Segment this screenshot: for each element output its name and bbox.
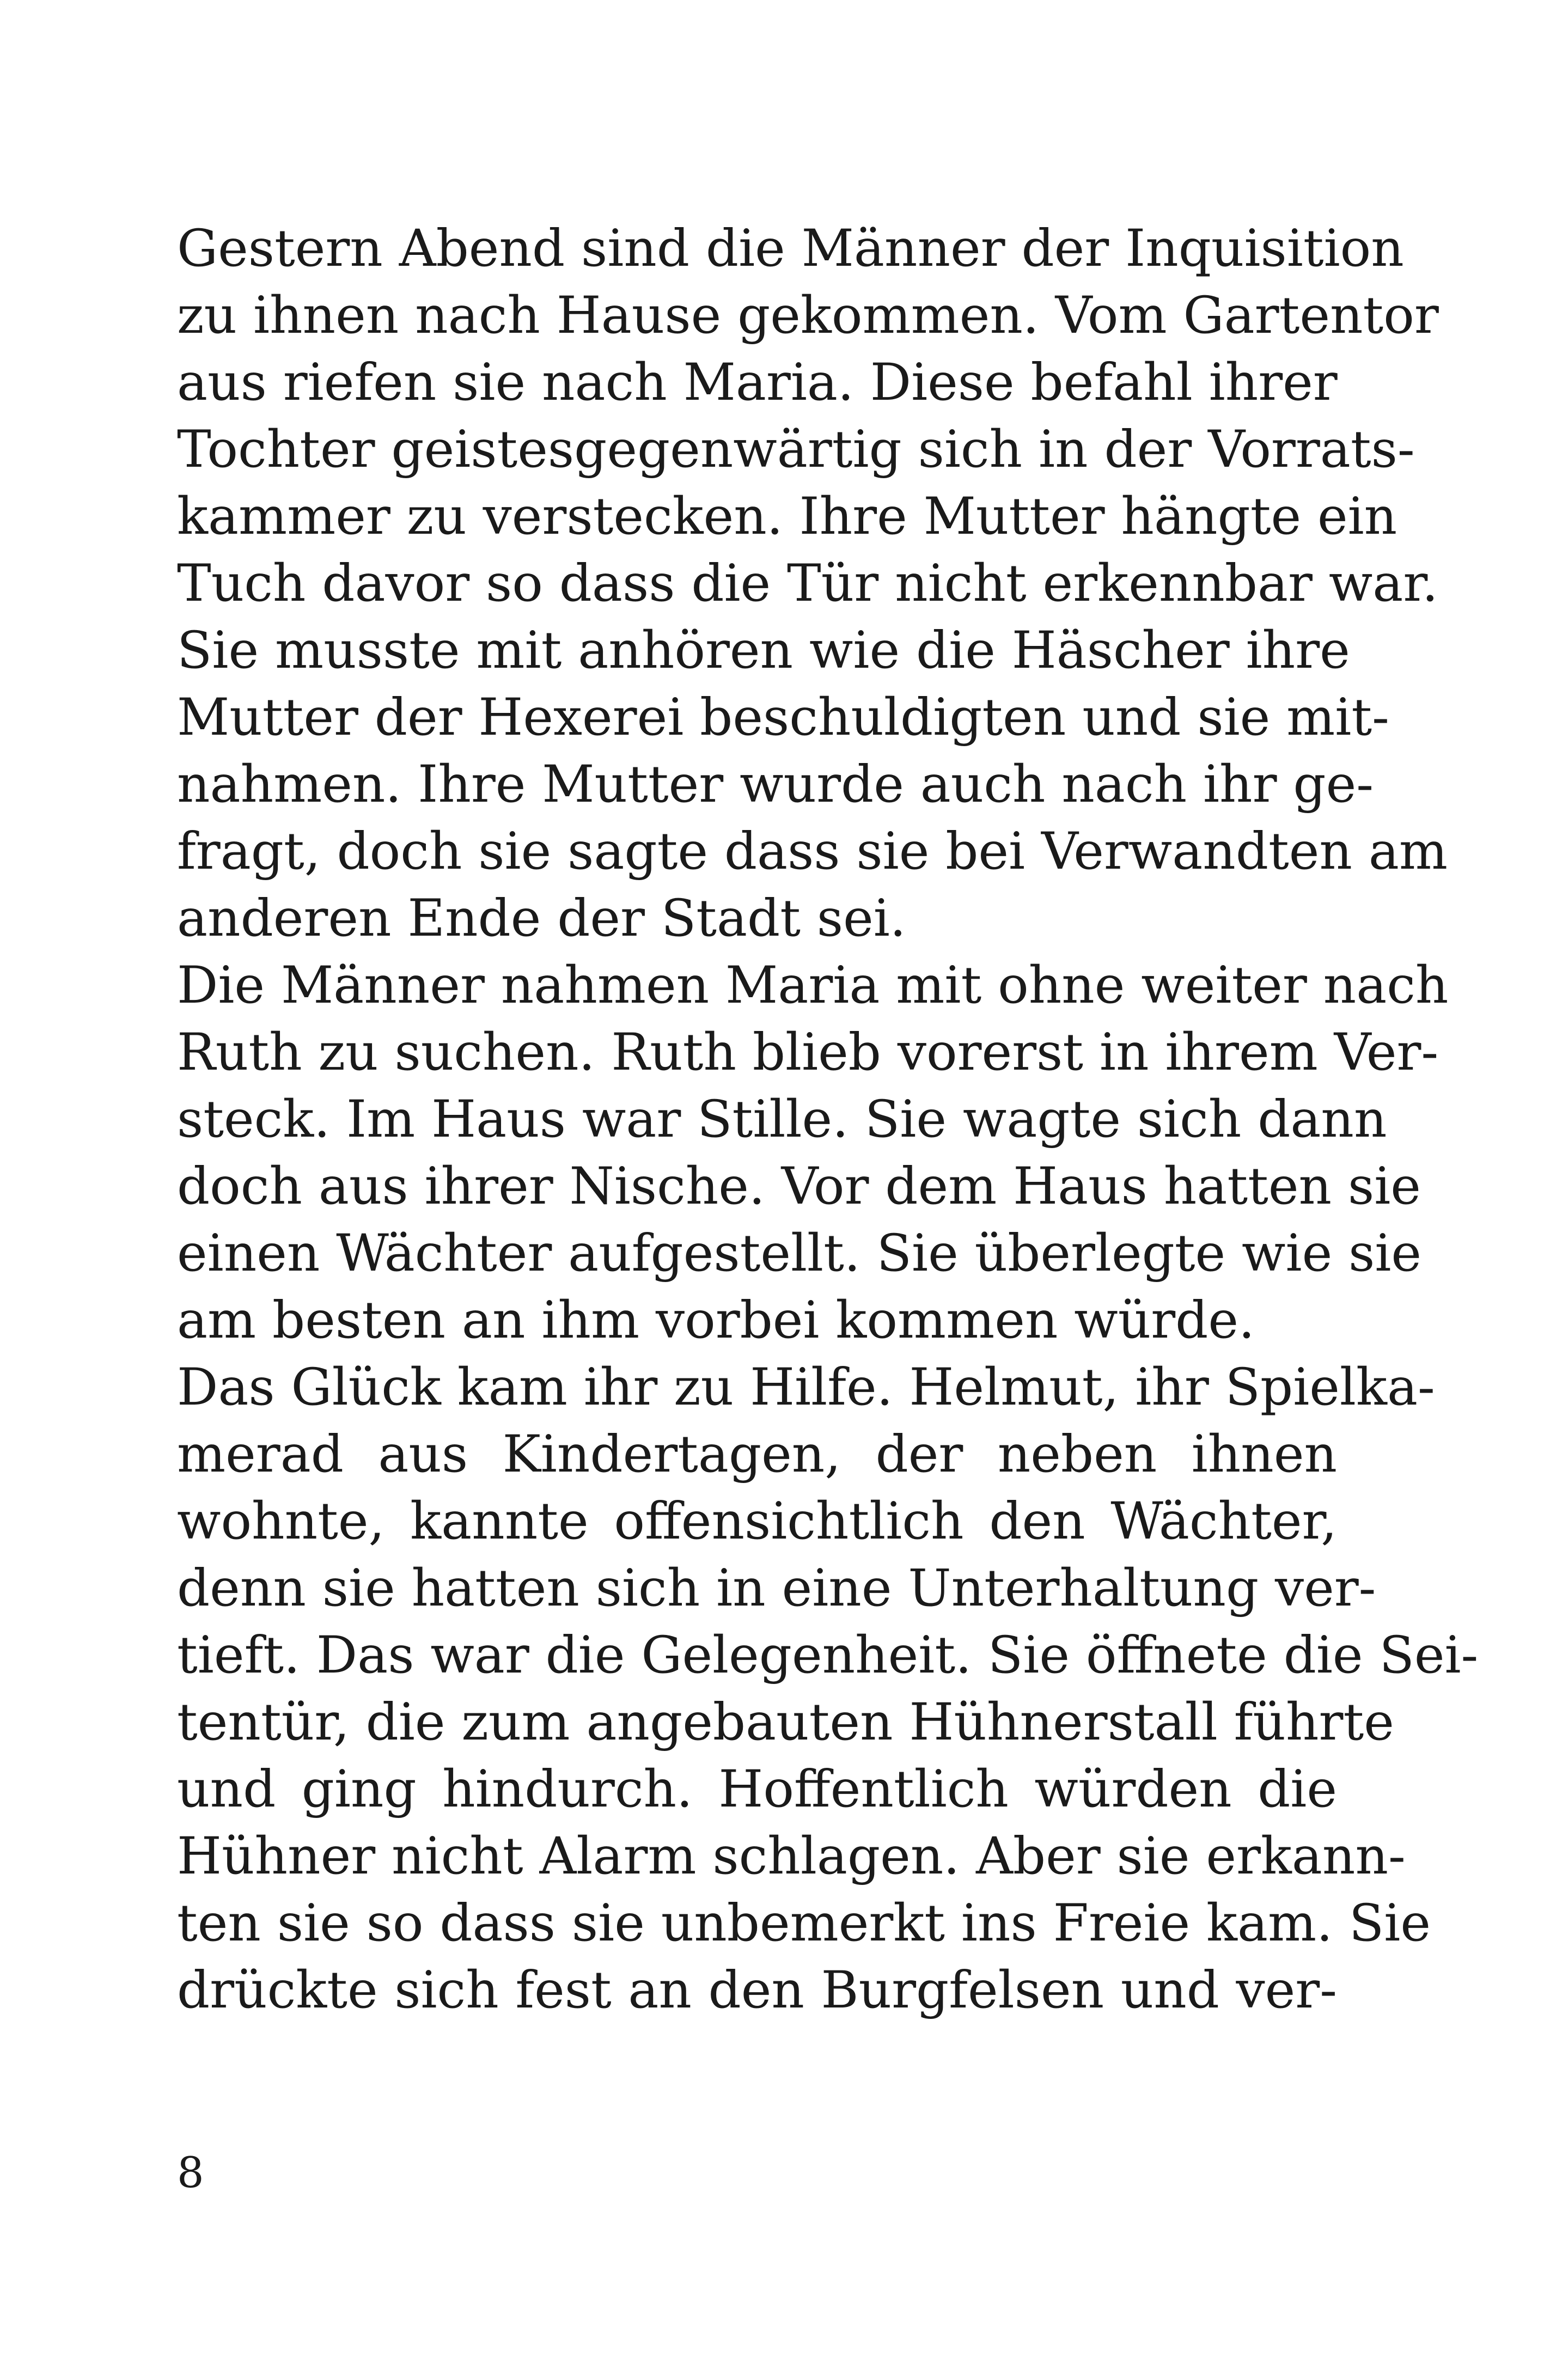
text-line: Die Männer nahmen Maria mit ohne weiter nach (177, 956, 1449, 1015)
text-line: wohnte, kannte offensichtlich den Wächter, (177, 1492, 1337, 1551)
text-line: steck. Im Haus war Stille. Sie wagte sich dann (177, 1090, 1387, 1149)
text-line: Ruth zu suchen. Ruth blieb vorerst in ihrem Ver- (177, 1023, 1439, 1082)
text-line: tentür, die zum angebauten Hühnerstall führte (177, 1693, 1394, 1752)
text-line: Hühner nicht Alarm schlagen. Aber sie erkann- (177, 1827, 1406, 1886)
text-line: tieft. Das war die Gelegenheit. Sie öffnete die Sei- (177, 1626, 1479, 1685)
text-line: Mutter der Hexerei beschuldigten und sie mit- (177, 688, 1389, 747)
text-line: Das Glück kam ihr zu Hilfe. Helmut, ihr Spielka- (177, 1358, 1435, 1417)
text-line: kammer zu verstecken. Ihre Mutter hängte ein (177, 487, 1397, 546)
text-line: denn sie hatten sich in eine Unterhaltung ver- (177, 1559, 1376, 1618)
body-text (177, 215, 1479, 2024)
text-line: und ging hindurch. Hoffentlich würden die (177, 1760, 1337, 1819)
page-number: 8 (177, 2149, 204, 2198)
text-line: Tochter geistesgegenwärtig sich in der Vorrats- (177, 420, 1415, 479)
text-line: doch aus ihrer Nische. Vor dem Haus hatten sie (177, 1157, 1421, 1216)
text-line: zu ihnen nach Hause gekommen. Vom Gartentor (177, 286, 1439, 345)
text-line: nahmen. Ihre Mutter wurde auch nach ihr ge- (177, 755, 1374, 814)
text-line: einen Wächter aufgestellt. Sie überlegte wie sie (177, 1224, 1422, 1283)
text-line: anderen Ende der Stadt sei. (177, 889, 906, 948)
text-line: am besten an ihm vorbei kommen würde. (177, 1291, 1255, 1350)
text-line: Sie musste mit anhören wie die Häscher ihre (177, 621, 1350, 680)
text-line: ten sie so dass sie unbemerkt ins Freie kam. Sie (177, 1894, 1431, 1953)
text-line: fragt, doch sie sagte dass sie bei Verwandten am (177, 822, 1448, 881)
text-line: drückte sich fest an den Burgfelsen und ver- (177, 1961, 1337, 2020)
text-line: merad aus Kindertagen, der neben ihnen (177, 1425, 1337, 1484)
text-line: Gestern Abend sind die Männer der Inquisition (177, 219, 1404, 278)
text-line: Tuch davor so dass die Tür nicht erkennbar war. (177, 554, 1438, 613)
text-line: aus riefen sie nach Maria. Diese befahl ihrer (177, 353, 1338, 412)
